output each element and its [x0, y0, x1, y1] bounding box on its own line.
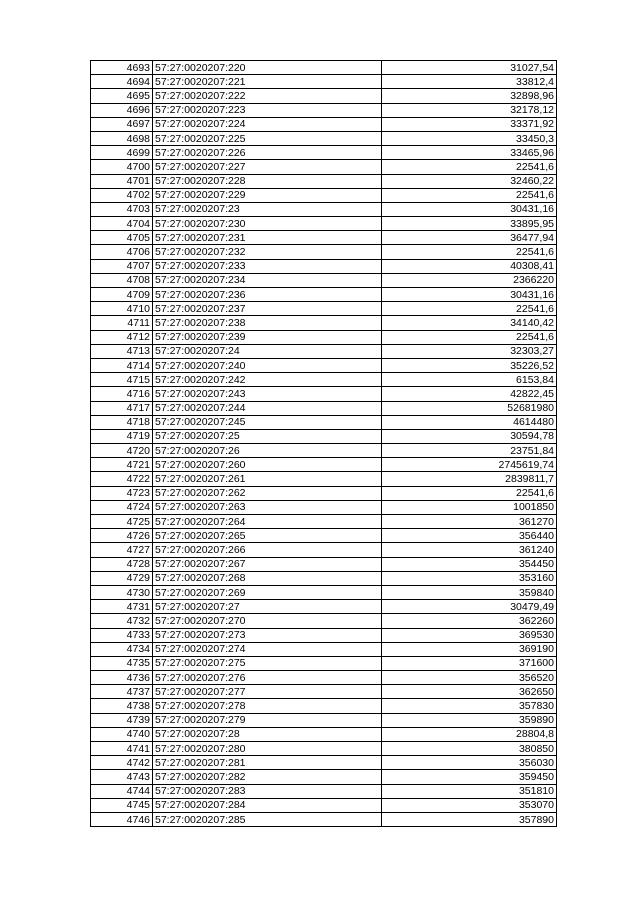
- row-number-cell: 4719: [91, 429, 153, 443]
- row-number-cell: 4712: [91, 330, 153, 344]
- table-row: [91, 387, 557, 401]
- cadastral-number-cell: 57:27:0020207:225: [153, 131, 382, 145]
- cadastral-number-cell: 57:27:0020207:244: [153, 401, 382, 415]
- value-cell: 2839811,7: [382, 472, 557, 486]
- cadastral-number-cell: 57:27:0020207:231: [153, 231, 382, 245]
- row-number-cell: 4745: [91, 798, 153, 812]
- table-row: [91, 273, 557, 287]
- cadastral-number-cell: 57:27:0020207:260: [153, 458, 382, 472]
- row-number-cell: 4710: [91, 302, 153, 316]
- value-cell: 32898,96: [382, 89, 557, 103]
- row-number-cell: 4702: [91, 188, 153, 202]
- row-number-cell: 4715: [91, 373, 153, 387]
- value-cell: 33465,96: [382, 146, 557, 160]
- cadastral-number-cell: 57:27:0020207:223: [153, 103, 382, 117]
- table-row: [91, 713, 557, 727]
- table-row: [91, 812, 557, 826]
- value-cell: 6153,84: [382, 373, 557, 387]
- row-number-cell: 4734: [91, 642, 153, 656]
- table-row: [91, 174, 557, 188]
- table-row: [91, 89, 557, 103]
- row-number-cell: 4718: [91, 415, 153, 429]
- cadastral-number-cell: 57:27:0020207:222: [153, 89, 382, 103]
- row-number-cell: 4739: [91, 713, 153, 727]
- cadastral-number-cell: 57:27:0020207:25: [153, 429, 382, 443]
- value-cell: 32178,12: [382, 103, 557, 117]
- table-row: [91, 131, 557, 145]
- value-cell: 40308,41: [382, 259, 557, 273]
- value-cell: 2745619,74: [382, 458, 557, 472]
- table-row: [91, 798, 557, 812]
- row-number-cell: 4707: [91, 259, 153, 273]
- value-cell: 1001850: [382, 500, 557, 514]
- table-row: [91, 642, 557, 656]
- row-number-cell: 4742: [91, 756, 153, 770]
- table-row: [91, 500, 557, 514]
- row-number-cell: 4725: [91, 515, 153, 529]
- value-cell: 356440: [382, 529, 557, 543]
- value-cell: 31027,54: [382, 61, 557, 75]
- cadastral-number-cell: 57:27:0020207:242: [153, 373, 382, 387]
- cadastral-number-cell: 57:27:0020207:278: [153, 699, 382, 713]
- value-cell: 30594,78: [382, 429, 557, 443]
- row-number-cell: 4694: [91, 75, 153, 89]
- table-body: [91, 61, 557, 827]
- table-row: [91, 529, 557, 543]
- row-number-cell: 4697: [91, 117, 153, 131]
- row-number-cell: 4708: [91, 273, 153, 287]
- row-number-cell: 4733: [91, 628, 153, 642]
- value-cell: 361240: [382, 543, 557, 557]
- value-cell: 4614480: [382, 415, 557, 429]
- table-row: [91, 259, 557, 273]
- cadastral-number-cell: 57:27:0020207:277: [153, 685, 382, 699]
- value-cell: 356520: [382, 671, 557, 685]
- value-cell: 22541,6: [382, 188, 557, 202]
- table-row: [91, 557, 557, 571]
- table-row: [91, 61, 557, 75]
- table-row: [91, 415, 557, 429]
- value-cell: 28804,8: [382, 727, 557, 741]
- row-number-cell: 4728: [91, 557, 153, 571]
- cadastral-number-cell: 57:27:0020207:232: [153, 245, 382, 259]
- value-cell: 22541,6: [382, 330, 557, 344]
- cadastral-number-cell: 57:27:0020207:233: [153, 259, 382, 273]
- cadastral-number-cell: 57:27:0020207:270: [153, 614, 382, 628]
- table-row: [91, 429, 557, 443]
- table-row: [91, 316, 557, 330]
- row-number-cell: 4743: [91, 770, 153, 784]
- row-number-cell: 4721: [91, 458, 153, 472]
- row-number-cell: 4717: [91, 401, 153, 415]
- table-row: [91, 458, 557, 472]
- row-number-cell: 4698: [91, 131, 153, 145]
- value-cell: 2366220: [382, 273, 557, 287]
- table-row: [91, 727, 557, 741]
- table-row: [91, 344, 557, 358]
- table-row: [91, 742, 557, 756]
- cadastral-number-cell: 57:27:0020207:23: [153, 202, 382, 216]
- row-number-cell: 4727: [91, 543, 153, 557]
- table-row: [91, 515, 557, 529]
- row-number-cell: 4723: [91, 486, 153, 500]
- value-cell: 32303,27: [382, 344, 557, 358]
- cadastral-number-cell: 57:27:0020207:274: [153, 642, 382, 656]
- cadastral-number-cell: 57:27:0020207:221: [153, 75, 382, 89]
- cadastral-number-cell: 57:27:0020207:226: [153, 146, 382, 160]
- table-row: [91, 330, 557, 344]
- cadastral-number-cell: 57:27:0020207:28: [153, 727, 382, 741]
- value-cell: 359840: [382, 585, 557, 599]
- table-row: [91, 685, 557, 699]
- value-cell: 369530: [382, 628, 557, 642]
- row-number-cell: 4736: [91, 671, 153, 685]
- table-row: [91, 75, 557, 89]
- value-cell: 34140,42: [382, 316, 557, 330]
- cadastral-number-cell: 57:27:0020207:236: [153, 288, 382, 302]
- cadastral-number-cell: 57:27:0020207:234: [153, 273, 382, 287]
- cadastral-number-cell: 57:27:0020207:275: [153, 656, 382, 670]
- value-cell: 36477,94: [382, 231, 557, 245]
- cadastral-number-cell: 57:27:0020207:280: [153, 742, 382, 756]
- row-number-cell: 4724: [91, 500, 153, 514]
- table-row: [91, 103, 557, 117]
- value-cell: 353070: [382, 798, 557, 812]
- cadastral-number-cell: 57:27:0020207:239: [153, 330, 382, 344]
- row-number-cell: 4704: [91, 217, 153, 231]
- table-row: [91, 656, 557, 670]
- row-number-cell: 4740: [91, 727, 153, 741]
- cadastral-value-table: [90, 60, 557, 827]
- row-number-cell: 4706: [91, 245, 153, 259]
- cadastral-number-cell: 57:27:0020207:264: [153, 515, 382, 529]
- cadastral-number-cell: 57:27:0020207:26: [153, 444, 382, 458]
- cadastral-number-cell: 57:27:0020207:227: [153, 160, 382, 174]
- value-cell: 32460,22: [382, 174, 557, 188]
- cadastral-number-cell: 57:27:0020207:273: [153, 628, 382, 642]
- row-number-cell: 4695: [91, 89, 153, 103]
- value-cell: 35226,52: [382, 358, 557, 372]
- table-row: [91, 671, 557, 685]
- value-cell: 351810: [382, 784, 557, 798]
- value-cell: 52681980: [382, 401, 557, 415]
- cadastral-number-cell: 57:27:0020207:224: [153, 117, 382, 131]
- table-row: [91, 756, 557, 770]
- row-number-cell: 4711: [91, 316, 153, 330]
- cadastral-number-cell: 57:27:0020207:230: [153, 217, 382, 231]
- row-number-cell: 4714: [91, 358, 153, 372]
- cadastral-number-cell: 57:27:0020207:266: [153, 543, 382, 557]
- row-number-cell: 4744: [91, 784, 153, 798]
- table-row: [91, 571, 557, 585]
- row-number-cell: 4730: [91, 585, 153, 599]
- table-row: [91, 486, 557, 500]
- row-number-cell: 4709: [91, 288, 153, 302]
- value-cell: 33371,92: [382, 117, 557, 131]
- value-cell: 362650: [382, 685, 557, 699]
- value-cell: 359890: [382, 713, 557, 727]
- table-row: [91, 231, 557, 245]
- row-number-cell: 4741: [91, 742, 153, 756]
- table-row: [91, 401, 557, 415]
- value-cell: 369190: [382, 642, 557, 656]
- row-number-cell: 4732: [91, 614, 153, 628]
- table-row: [91, 245, 557, 259]
- value-cell: 23751,84: [382, 444, 557, 458]
- cadastral-number-cell: 57:27:0020207:220: [153, 61, 382, 75]
- table-row: [91, 302, 557, 316]
- row-number-cell: 4716: [91, 387, 153, 401]
- value-cell: 356030: [382, 756, 557, 770]
- value-cell: 22541,6: [382, 486, 557, 500]
- cadastral-number-cell: 57:27:0020207:267: [153, 557, 382, 571]
- cadastral-number-cell: 57:27:0020207:228: [153, 174, 382, 188]
- row-number-cell: 4701: [91, 174, 153, 188]
- cadastral-number-cell: 57:27:0020207:279: [153, 713, 382, 727]
- value-cell: 42822,45: [382, 387, 557, 401]
- value-cell: 371600: [382, 656, 557, 670]
- row-number-cell: 4726: [91, 529, 153, 543]
- row-number-cell: 4731: [91, 600, 153, 614]
- cadastral-number-cell: 57:27:0020207:276: [153, 671, 382, 685]
- row-number-cell: 4705: [91, 231, 153, 245]
- cadastral-number-cell: 57:27:0020207:245: [153, 415, 382, 429]
- row-number-cell: 4713: [91, 344, 153, 358]
- cadastral-number-cell: 57:27:0020207:282: [153, 770, 382, 784]
- cadastral-number-cell: 57:27:0020207:269: [153, 585, 382, 599]
- value-cell: 22541,6: [382, 245, 557, 259]
- table-row: [91, 614, 557, 628]
- value-cell: 361270: [382, 515, 557, 529]
- value-cell: 33812,4: [382, 75, 557, 89]
- row-number-cell: 4746: [91, 812, 153, 826]
- row-number-cell: 4737: [91, 685, 153, 699]
- row-number-cell: 4729: [91, 571, 153, 585]
- table-row: [91, 202, 557, 216]
- row-number-cell: 4720: [91, 444, 153, 458]
- table-row: [91, 288, 557, 302]
- cadastral-number-cell: 57:27:0020207:243: [153, 387, 382, 401]
- row-number-cell: 4700: [91, 160, 153, 174]
- table-row: [91, 784, 557, 798]
- table-row: [91, 770, 557, 784]
- cadastral-number-cell: 57:27:0020207:263: [153, 500, 382, 514]
- table-row: [91, 217, 557, 231]
- value-cell: 362260: [382, 614, 557, 628]
- value-cell: 357890: [382, 812, 557, 826]
- value-cell: 30431,16: [382, 202, 557, 216]
- row-number-cell: 4722: [91, 472, 153, 486]
- value-cell: 33450,3: [382, 131, 557, 145]
- value-cell: 380850: [382, 742, 557, 756]
- value-cell: 357830: [382, 699, 557, 713]
- table-row: [91, 146, 557, 160]
- cadastral-number-cell: 57:27:0020207:268: [153, 571, 382, 585]
- table-row: [91, 628, 557, 642]
- table-row: [91, 358, 557, 372]
- cadastral-number-cell: 57:27:0020207:281: [153, 756, 382, 770]
- table-row: [91, 160, 557, 174]
- cadastral-number-cell: 57:27:0020207:229: [153, 188, 382, 202]
- table-row: [91, 117, 557, 131]
- cadastral-number-cell: 57:27:0020207:27: [153, 600, 382, 614]
- cadastral-number-cell: 57:27:0020207:24: [153, 344, 382, 358]
- table-row: [91, 600, 557, 614]
- row-number-cell: 4699: [91, 146, 153, 160]
- cadastral-number-cell: 57:27:0020207:237: [153, 302, 382, 316]
- cadastral-number-cell: 57:27:0020207:285: [153, 812, 382, 826]
- row-number-cell: 4703: [91, 202, 153, 216]
- table-row: [91, 444, 557, 458]
- row-number-cell: 4693: [91, 61, 153, 75]
- value-cell: 354450: [382, 557, 557, 571]
- row-number-cell: 4735: [91, 656, 153, 670]
- value-cell: 353160: [382, 571, 557, 585]
- table-row: [91, 373, 557, 387]
- value-cell: 30431,16: [382, 288, 557, 302]
- cadastral-number-cell: 57:27:0020207:283: [153, 784, 382, 798]
- value-cell: 30479,49: [382, 600, 557, 614]
- row-number-cell: 4696: [91, 103, 153, 117]
- value-cell: 22541,6: [382, 160, 557, 174]
- cadastral-number-cell: 57:27:0020207:262: [153, 486, 382, 500]
- cadastral-number-cell: 57:27:0020207:238: [153, 316, 382, 330]
- table-row: [91, 585, 557, 599]
- cadastral-number-cell: 57:27:0020207:240: [153, 358, 382, 372]
- cadastral-number-cell: 57:27:0020207:261: [153, 472, 382, 486]
- value-cell: 22541,6: [382, 302, 557, 316]
- cadastral-number-cell: 57:27:0020207:284: [153, 798, 382, 812]
- table-row: [91, 699, 557, 713]
- cadastral-number-cell: 57:27:0020207:265: [153, 529, 382, 543]
- table-row: [91, 543, 557, 557]
- value-cell: 359450: [382, 770, 557, 784]
- table-row: [91, 188, 557, 202]
- value-cell: 33895,95: [382, 217, 557, 231]
- row-number-cell: 4738: [91, 699, 153, 713]
- table-row: [91, 472, 557, 486]
